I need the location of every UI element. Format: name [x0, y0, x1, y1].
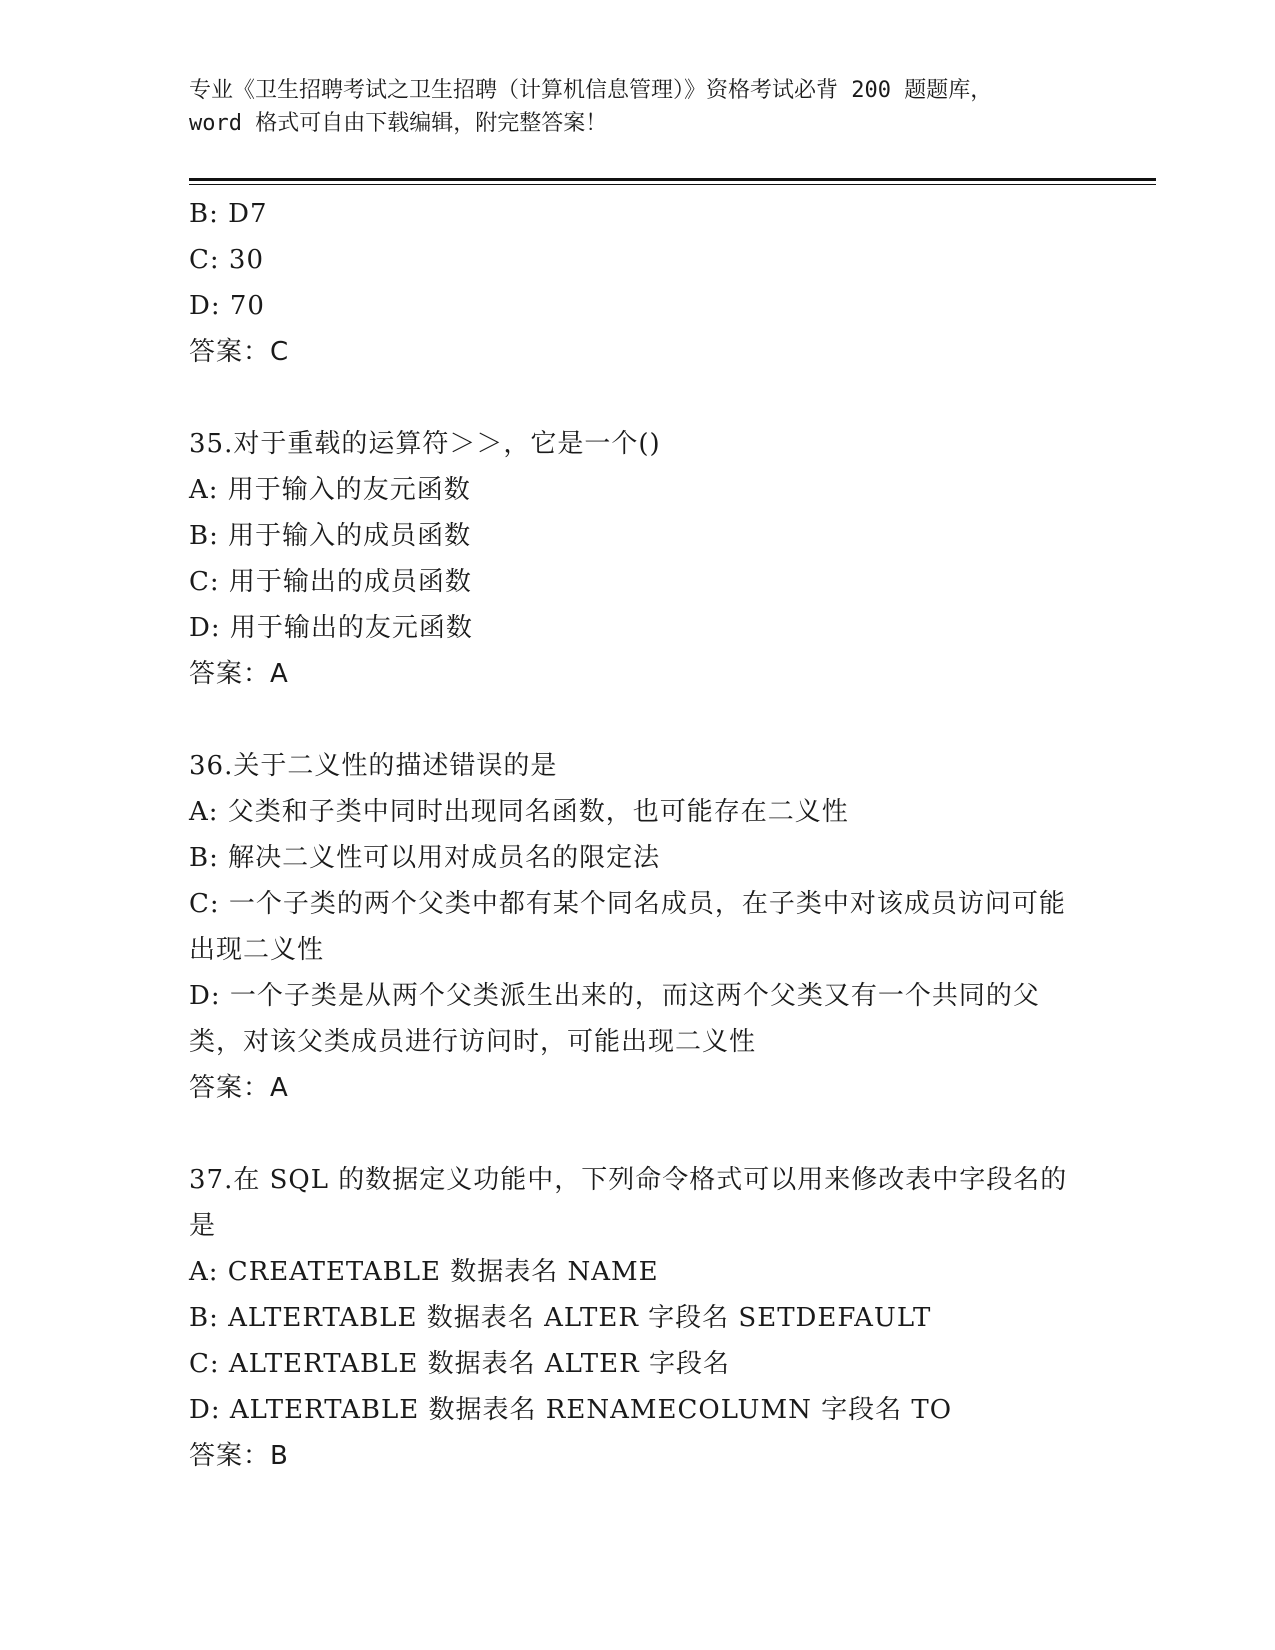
- answer-line: 答案：C: [189, 337, 290, 367]
- option-b: B: D7: [189, 199, 268, 229]
- header-rule-thick: [189, 178, 1156, 181]
- option-c: C: 30: [189, 245, 265, 275]
- question-35: [189, 421, 1089, 697]
- spacer: [189, 375, 1089, 421]
- question-stem: 36.关于二义性的描述错误的是: [189, 751, 558, 781]
- option-d: D: ALTERTABLE 数据表名 RENAMECOLUMN 字段名 TO: [189, 1395, 953, 1425]
- header-line-1: 专业《卫生招聘考试之卫生招聘（计算机信息管理）》资格考试必背 200 题题库，: [189, 78, 993, 103]
- answer-line: 答案：A: [189, 659, 289, 689]
- document-header: [189, 74, 1089, 140]
- question-37: [189, 1157, 1089, 1479]
- question-stem: 37.在 SQL 的数据定义功能中，下列命令格式可以用来修改表中字段名的是: [189, 1165, 1068, 1241]
- option-c: C: 一个子类的两个父类中都有某个同名成员，在子类中对该成员访问可能出现二义性: [189, 889, 1066, 965]
- header-line-2: word 格式可自由下载编辑，附完整答案！: [189, 111, 608, 136]
- spacer: [189, 697, 1089, 743]
- option-a: A: CREATETABLE 数据表名 NAME: [189, 1257, 659, 1287]
- option-b: B: ALTERTABLE 数据表名 ALTER 字段名 SETDEFAULT: [189, 1303, 932, 1333]
- continued-question: [189, 191, 1089, 375]
- answer-line: 答案：A: [189, 1073, 289, 1103]
- question-36: [189, 743, 1089, 1111]
- option-a: A: 用于输入的友元函数: [189, 475, 471, 505]
- option-d: D: 用于输出的友元函数: [189, 613, 473, 643]
- option-c: C: 用于输出的成员函数: [189, 567, 472, 597]
- header-rule-thin: [189, 184, 1156, 185]
- question-stem: 35.对于重载的运算符＞＞，它是一个(): [189, 429, 661, 459]
- option-d: D: 一个子类是从两个父类派生出来的，而这两个父类又有一个共同的父类，对该父类成员进行访问时，可能出现二义性: [189, 981, 1040, 1057]
- answer-line: 答案：B: [189, 1441, 289, 1471]
- option-b: B: 用于输入的成员函数: [189, 521, 472, 551]
- question-content: [189, 191, 1089, 1479]
- option-a: A: 父类和子类中同时出现同名函数，也可能存在二义性: [189, 797, 849, 827]
- option-c: C: ALTERTABLE 数据表名 ALTER 字段名: [189, 1349, 730, 1379]
- option-b: B: 解决二义性可以用对成员名的限定法: [189, 843, 661, 873]
- spacer: [189, 1111, 1089, 1157]
- option-d: D: 70: [189, 291, 265, 321]
